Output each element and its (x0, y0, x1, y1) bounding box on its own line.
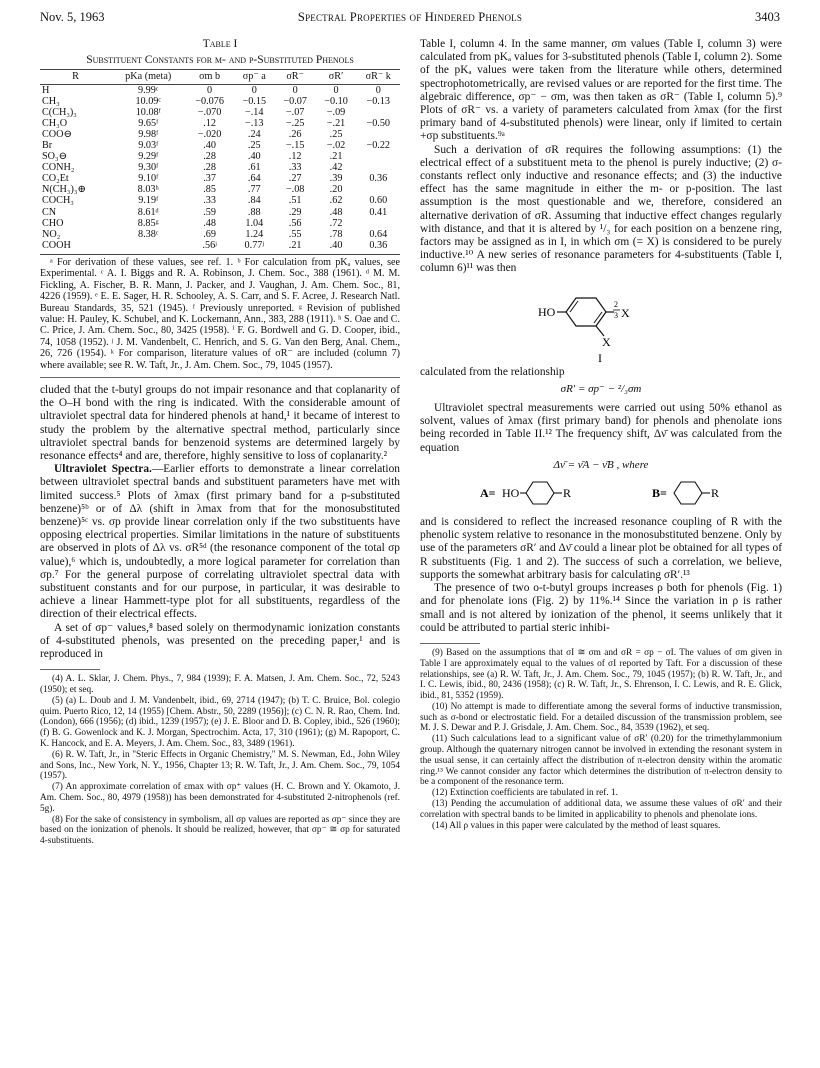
body-paragraph: The presence of two o-t-butyl groups increases ρ both for phenols (Fig. 1) and for phenolate ions (Fig. 2) by 11%.¹⁴ Since the variation in ρ is rather small and is not altered by ionization of the phenol, it seems unlikely that it could be attributed to partial steric inhibi- (420, 582, 782, 634)
table-cell: −.070 (197, 106, 222, 118)
table-cell: .26 (288, 128, 302, 140)
table-cell: −.25 (285, 117, 305, 129)
body-text: —Earlier efforts to demonstrate a linear correlation between ultraviolet spectral bands and substituent parameters have met with limited success.⁵ Plots of λmax (first primary band for a p-substituted benzene)⁵ᵇ or of Δλ (shift in λmax from that for the monosubstituted benzene)⁵ᶜ vs. σp provide linear correlation only if the two substituents have opposing electrical properties. Similar limitations in the nature of substituents are observed in plots of Δλ vs. σR⁵ᵈ (the resonance component of the total σp value),⁶ which is, undoubtedly, a more logical parameter for correlation than σp.⁷ For the general purpose of correlating ultraviolet spectral data with substituent constants and for our purpose, in particular, it was desirable to achieve a linear Hammett-type plot for all substituents, regardless of the direction of their electrical effects. (40, 463, 400, 621)
table-caption: Substituent Constants for m- and p-Substituted Phenols (86, 54, 354, 67)
table-body (40, 84, 400, 253)
table-cell (356, 162, 400, 173)
table-cell: .84 (247, 195, 261, 207)
label-A-HO: HO (502, 486, 520, 501)
footnote: (7) An approximate correlation of εmax with σp⁺ values (H. C. Brown and Y. Okamoto, J. Am. Chem. Soc., 80, 4979 (1958)) has been demonstrated for 4-substituted 2-nitrophenols (ref. 5g). (40, 782, 400, 814)
table-header-cell: pKa (meta) (125, 71, 172, 83)
footnote: (10) No attempt is made to differentiate among the several forms of inductive transmission, such as σ-bond or electrostatic field. For a detailed discussion of the transmission problem, see M. J. S. Dewar and P. J. Grisdale, J. Am. Chem. Soc., 84, 3539 (1962), et seq. (420, 701, 782, 734)
table-cell: .33 (203, 195, 216, 207)
table-cell: .28 (203, 162, 216, 174)
body-paragraph: cluded that the t-butyl groups do not impair resonance and that coplanarity of the O–H bond with the ring is indicated. With the considerable amount of ultraviolet spectral data for hindered phenols at hand,¹ it became of interest to study the problem by the alternative spectral method, particularly since ultraviolet spectral bands for benzenoid systems are determined largely by resonance effects⁴ and are, therefore, highly sensitive to loss of coplanarity.² (40, 383, 400, 462)
table-cell: −0.076 (195, 95, 224, 107)
table-cell: .39 (329, 173, 343, 185)
footnotes-right (420, 643, 782, 832)
table-cell: .40 (203, 139, 216, 151)
table-cell: CHO (42, 217, 64, 229)
table-cell: 0.60 (369, 195, 388, 207)
footnotes-left (40, 669, 400, 847)
table-cell (356, 107, 400, 118)
table-cell: COO⊖ (42, 128, 73, 140)
table-cell: N(CH₃)₃⊕ (42, 184, 86, 196)
table-cell: .55 (288, 228, 302, 240)
footnote: (11) Such calculations lead to a significant value of σR′ (0.20) for the trimethylammonium group. Although the quaternary nitrogen cannot be involved in extending the resonant system in the usual sense, it can certainly affect the distribution of π-electron density within the aromatic ring.¹³ We cannot consider any factor which determines the distribution of π-electron density to be a component of the resonance term. (420, 734, 782, 788)
right-column (420, 38, 782, 831)
table-title: Table I (202, 38, 238, 50)
body-paragraph: calculated from the relationship (420, 365, 565, 378)
table-cell: .59 (203, 206, 216, 218)
table-cell: .56 (288, 217, 302, 229)
table-cell: CH₃O (42, 117, 68, 129)
fraction-denominator: 3 (614, 310, 618, 320)
table-cell: −0.07 (283, 95, 307, 107)
table-cell: 0.64 (369, 228, 388, 240)
table-cell: 10.08ᶠ (135, 106, 161, 118)
table-cell: .25 (247, 139, 261, 151)
table-row (40, 207, 400, 218)
table-row (40, 195, 400, 206)
table-cell: COCH₃ (42, 195, 74, 207)
table-cell: 9.98ᶠ (138, 128, 159, 140)
structure-I (420, 280, 782, 364)
table-cell: .48 (203, 217, 216, 229)
table-cell: .33 (288, 162, 302, 174)
table-cell: 8.85ᵍ (137, 217, 159, 229)
structure-number: I (598, 350, 602, 364)
table-cell: .61 (247, 162, 261, 174)
table-cell: 0.36 (369, 173, 388, 185)
footnote: (4) A. L. Sklar, J. Chem. Phys., 7, 984 (1939); F. A. Matsen, J. Am. Chem. Soc., 72, 5243 (1950); et seq. (40, 674, 400, 696)
table-cell: CONH₂ (42, 162, 75, 174)
body-paragraph: and is considered to reflect the increased resonance coupling of R with the phenolic system relative to resonance in the monosubstituted benzene. Only by use of the parameters σR′ and Δν̄ could a linear plot be obtained for all types of R substituents (Fig. 1 and 2). The success of such a correlation, we believe, supports the somewhat arbitrary basis for calculating σR′.¹³ (420, 516, 782, 581)
table-cell: −.09 (326, 106, 346, 118)
table-cell: 0 (375, 84, 381, 96)
table-cell: 9.19ᶠ (138, 195, 159, 207)
table-cell: −.02 (326, 139, 346, 151)
table-row (40, 229, 400, 240)
table-header-cell: σR⁻ k (365, 71, 391, 83)
table-cell: 9.65ᶠ (138, 117, 159, 129)
table-cell: CO₂Et (42, 173, 69, 185)
table-cell: Br (42, 139, 53, 151)
table-cell: .24 (247, 128, 261, 140)
table-cell (356, 129, 400, 140)
footnote-rule (420, 643, 480, 644)
table-cell: −.15 (285, 139, 305, 151)
table-cell: 9.30ᶠ (138, 162, 159, 174)
table-cell: −0.13 (366, 95, 391, 107)
table-cell: 8.38ᶜ (138, 228, 159, 240)
table-row (40, 162, 400, 173)
table-cell (356, 151, 400, 162)
table-cell: −0.22 (366, 139, 391, 151)
table-cell: 8.03ʰ (137, 184, 159, 196)
structure-I-drawing (420, 280, 782, 364)
table-cell: .29 (288, 206, 302, 218)
table-row (40, 129, 400, 140)
table-cell: .64 (247, 173, 261, 185)
table-cell: 0 (251, 84, 257, 96)
table-cell: CH₃ (42, 95, 60, 107)
label-A: A= (480, 486, 496, 501)
structures-A-B-drawing (420, 478, 782, 508)
table-cell: −.13 (245, 117, 264, 129)
footnote: (13) Pending the accumulation of additional data, we assume these values of σR′ and their correlation with spectral bands to be limited in applicability to phenols and phenolate ions. (420, 799, 782, 820)
table-cell (356, 218, 400, 229)
table-cell: .42 (329, 162, 343, 174)
table-cell: .51 (288, 195, 302, 207)
table-cell: 9.10ᶠ (138, 173, 159, 185)
table-row (40, 107, 400, 118)
table-cell: .27 (288, 173, 302, 185)
table-cell: .21 (288, 239, 302, 251)
table-cell: .40 (247, 151, 261, 163)
table-cell: 9.99ᶜ (138, 84, 159, 96)
table-cell: .20 (329, 184, 343, 196)
structure-x-para: X (621, 305, 630, 320)
table-cell: H (42, 84, 50, 96)
body-paragraph (40, 463, 400, 621)
table-header-cell: σm b (199, 71, 221, 83)
footnote: (5) (a) L. Doub and J. M. Vandenbelt, ibid., 69, 2714 (1947); (b) T. C. Bruice, Bol. colegio quim. Puerto Rico, 12, 14 (1955) [Chem. Abstr., 50, 2289 (1956)]; (c) C. N. R. Rao, Chem. Ind. (London), 666 (1956); (d) ibid., 1239 (1957); (e) J. E. Bloor and D. B. Copley, ibid., 526 (1960); (f) B. G. Gowenlock and K. J. Morgan, Spectrochim. Acta, 17, 310 (1961); (g) M. Rapoport, C. K. Hancock, and E. A. Meyers, J. Am. Chem. Soc., 83, 3489 (1961). (40, 695, 400, 750)
table-cell: −0.50 (366, 117, 391, 129)
table-cell: −.07 (285, 106, 305, 118)
body-paragraph: Such a derivation of σR requires the following assumptions: (1) the electrical effect of a substituent meta to the phenol is purely inductive; (2) σ-constants reflect only inductive and resonance effects; and (3) the inductive effect has the same magnitude in either the m- or p-position. The last assumption is the most questionable and we, therefore, considered an alternative derivation of σR. Assuming that inductive effect changes regularly with distance, and that it is altered by ¹/₃ for each position on a benzene ring, factors may be assigned as in I, in which σm (= X) is considered to be purely inductive.¹⁰ A new series of resonance parameters for 4-substituents (Table I, column 6)¹¹ was then (420, 143, 782, 275)
table-bottom-rule (40, 254, 400, 255)
header-date: Nov. 5, 1963 (40, 10, 105, 24)
left-column (40, 38, 400, 847)
table-cell: 0.41 (369, 206, 388, 218)
table-footnotes: ᵃ For derivation of these values, see ref. 1. ᵇ For calculation from pKₐ values, see Experimental. ᶜ A. I. Biggs and R. A. Robinson, J. Chem. Soc., 388 (1961). ᵈ M. M. Fickling, A. Fischer, B. R. Mann, J. Packer, and J. Vaughan, J. Am. Chem. Soc., 81, 4226 (1959). ᵉ E. E. Sager, H. R. Schooley, A. S. Carr, and S. F. Acree, J. Research Natl. Bureau Standards, 35, 521 (1945). ᶠ Previously unreported. ᵍ Revision of published value: H. Pauley, K. Schubel, and K. Lockemann, Ann., 383, 288 (1911). ʰ S. Oae and C. C. Price, J. Am. Chem. Soc., 80, 3425 (1958). ⁱ F. G. Bordwell and G. D. Cooper, ibid., 74, 1058 (1952). ʲ J. M. Vandenbelt, C. Henrich, and S. G. Van den Berg, Anal. Chem., 26, 726 (1954). ᵏ For comparison, literature values of σR⁻ are included (column 7) where available; see R. W. Taft, Jr., J. Am. Chem. Soc., 79, 1045 (1957). (40, 256, 400, 371)
table-cell: 10.09ᶜ (135, 95, 161, 107)
table-cell: COOH (42, 239, 71, 251)
table-row (40, 184, 400, 195)
table-row (40, 151, 400, 162)
table-cell: .25 (329, 128, 343, 140)
table-cell: 9.29ᶠ (138, 151, 159, 163)
label-B: B= (652, 486, 667, 501)
table-cell: .85 (203, 184, 216, 196)
header-page-number: 3403 (755, 10, 780, 24)
table-row (40, 118, 400, 129)
table-cell: −.020 (197, 128, 222, 140)
table-cell: .88 (247, 206, 261, 218)
table-cell: .78 (329, 228, 343, 240)
table-cell: .48 (329, 206, 343, 218)
table-cell: .72 (329, 217, 343, 229)
table-cell: −.14 (245, 106, 264, 118)
structure-x-meta: X (602, 334, 611, 349)
equation-frequency-shift: Δν̄ = ν̄A − ν̄B , where (553, 458, 649, 471)
label-A-R: R (563, 486, 572, 501)
label-B-R: R (711, 486, 720, 501)
table-cell: 0.36 (369, 239, 388, 251)
table-cell: .40 (329, 239, 343, 251)
table-cell: 8.61ᵈ (137, 206, 159, 218)
table-cell: −0.15 (242, 95, 267, 107)
table-cell: .69 (203, 228, 216, 240)
body-paragraph: Ultraviolet spectral measurements were carried out using 50% ethanol as solvent, values of λmax (first primary band) for phenols and phenolate ions being recorded in Table II.¹² The frequency shift, Δν̄ was calculated from the equation (420, 402, 782, 454)
table-header-cell: σp⁻ a (242, 71, 266, 83)
table-header-cell: σR⁻ (286, 71, 304, 83)
table-header-cell: σR′ (328, 71, 344, 83)
table-cell: 1.04 (245, 217, 264, 229)
equation-sigma-r-prime: σR′ = σp⁻ − ²/₃σm (560, 382, 642, 395)
benzene-ring (566, 298, 606, 326)
table-cell: −0.10 (324, 95, 348, 107)
table-header-cell: R (72, 71, 79, 83)
table-cell: .62 (329, 195, 343, 207)
structures-A-B (420, 478, 782, 508)
table-cell: .21 (329, 151, 343, 163)
table-cell: .37 (203, 173, 216, 185)
body-paragraph: Table I, column 4. In the same manner, σm values (Table I, column 3) were calculated from pKₐ values for 3-substituted phenols (Table I, column 2). Some of the pKₐ values were taken from the literature while others, determined spectrophotometrically, are revised values or are reported for the first time. The algebraic difference, σp⁻ − σm, was then taken as σR⁻ (Table I, column 5).⁹ Plots of σR⁻ vs. a variety of parameters calculated from λmax (for the first primary band of 4-substituted phenols) were linear, only if limited to certain +σp substituents.⁹ᵃ (420, 38, 782, 143)
table-row (40, 218, 400, 229)
table-cell: .12 (288, 151, 302, 163)
table-cell: 0 (207, 84, 213, 96)
header-title: Spectral Properties of Hindered Phenols (297, 10, 523, 24)
structure-ho-label: HO (538, 304, 556, 319)
table-row (40, 240, 400, 253)
table-cell: −.08 (285, 184, 305, 196)
table-row (40, 173, 400, 184)
section-heading: Ultraviolet Spectra. (54, 463, 152, 476)
table-cell: −.21 (326, 117, 346, 129)
table-cell: NO₂ (42, 228, 61, 240)
table-cell: 0.77ʲ (244, 239, 264, 251)
footnote: (14) All ρ values in this paper were calculated by the method of least squares. (432, 820, 721, 831)
table-cell: SO₃⊖ (42, 151, 68, 163)
table-cell: .77 (247, 184, 261, 196)
table-cell: .28 (203, 151, 216, 163)
substituent-constants-table (40, 69, 400, 253)
table-cell: .56ʲ (202, 239, 217, 251)
footnote-rule (40, 669, 100, 670)
table-row (40, 140, 400, 151)
table-cell: 0 (333, 84, 339, 96)
table-cell: 1.24 (245, 228, 264, 240)
footnote: (8) For the sake of consistency in symbolism, all σp values are reported as σp⁻ since they are based on the ionization of phenols. It should be realized, however, that σp⁻ ≅ σp for saturated 4-substituents. (40, 814, 400, 847)
footnote: (6) R. W. Taft, Jr., in "Steric Effects in Organic Chemistry," M. S. Newman, Ed., John Wiley and Sons, Inc., New York, N. Y., 1956, Chapter 13; R. W. Taft, Jr., J. Am. Chem. Soc., 79, 1054 (1957). (40, 749, 400, 782)
body-paragraph: A set of σp⁻ values,⁸ based solely on thermodynamic ionization constants of 4-substituted phenols, was presented on the preceding paper,¹ and is reproduced in (40, 621, 400, 661)
table-cell (111, 240, 185, 253)
footnote: (12) Extinction coefficients are tabulated in ref. 1. (432, 788, 618, 799)
fraction-numerator: 2 (614, 299, 618, 309)
table-cell (356, 184, 400, 195)
table-cell: .12 (203, 117, 216, 129)
table-cell: 9.03ᶠ (138, 139, 159, 151)
footnote: (9) Based on the assumptions that σI ≅ σm and σR = σp − σI. The values of σm given in Table I are approximately equal to the values of σI reported by Taft. For a discussion of these relationships, see (a) R. W. Taft, Jr., J. Am. Chem. Soc., 79, 1045 (1957); (b) R. W. Taft, Jr., and I. C. Lewis, ibid., 80, 2436 (1958); (c) R. W. Taft, Jr., S. Ehrenson, I. C. Lewis, and R. E. Glick, ibid., 81, 5352 (1959). (420, 647, 782, 702)
section-divider (40, 377, 400, 378)
running-header (40, 10, 780, 28)
table-row (40, 84, 400, 96)
table-cell: C(CH₃)₃ (42, 106, 77, 118)
table-cell: 0 (292, 84, 298, 96)
table-header-row (40, 71, 400, 82)
table-cell: CN (42, 206, 57, 218)
table-row (40, 96, 400, 107)
